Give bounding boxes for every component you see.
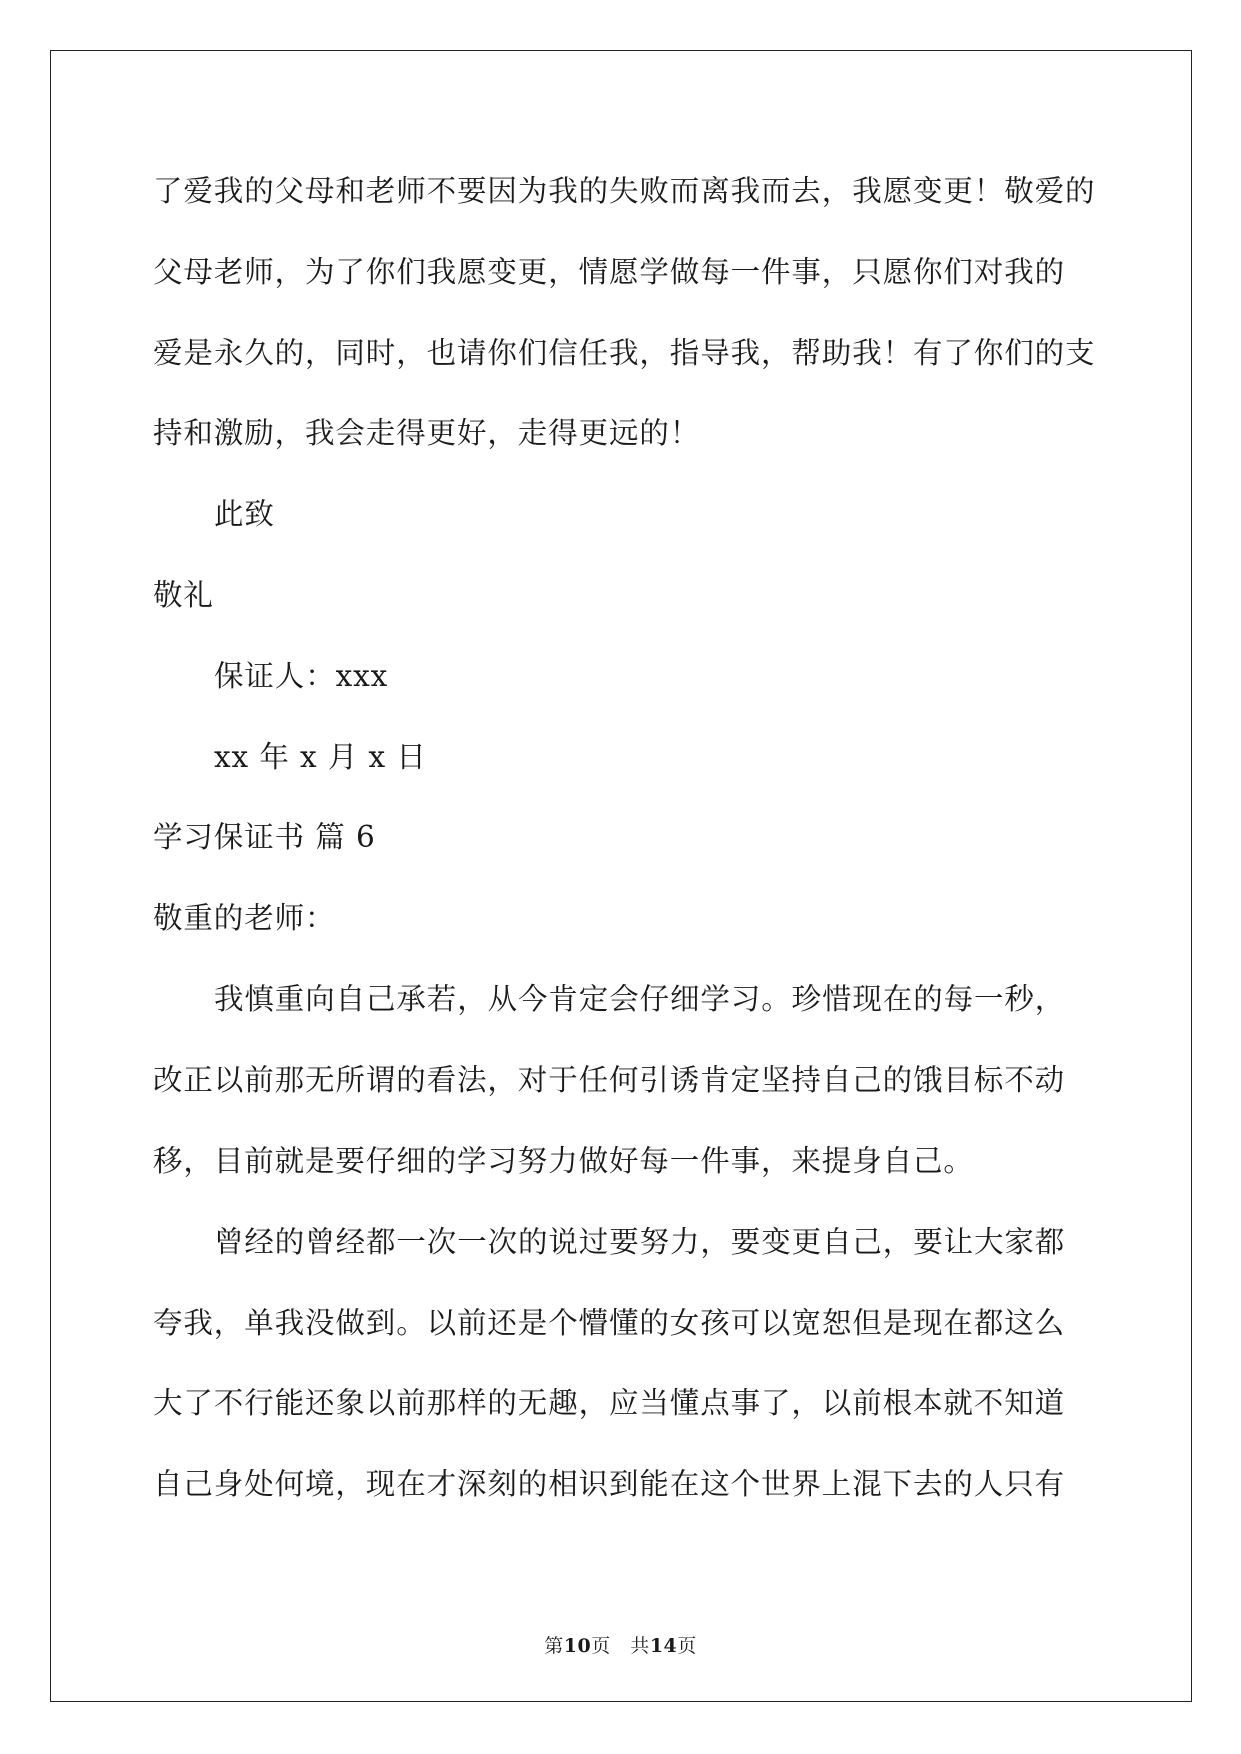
- closing-phrase: 此致: [214, 497, 275, 531]
- body-line: 父母老师，为了你们我愿变更，情愿学做每一件事，只愿你们对我的: [153, 255, 1066, 289]
- current-page-number: 10: [563, 1635, 592, 1657]
- date-line: xx 年 x 月 x 日: [214, 740, 427, 774]
- closing-salutation: 敬礼: [153, 578, 214, 612]
- body-line: 爱是永久的，同时，也请你们信任我，指导我，帮助我！有了你们的支: [153, 336, 1096, 370]
- body-line: 大了不行能还象以前那样的无趣，应当懂点事了，以前根本就不知道: [153, 1386, 1066, 1420]
- page-footer: [0, 1634, 1241, 1658]
- body-line: 夸我，单我没做到。以前还是个懵懂的女孩可以宽恕但是现在都这么: [153, 1306, 1066, 1340]
- body-line: 曾经的曾经都一次一次的说过要努力，要变更自己，要让大家都: [214, 1225, 1066, 1259]
- page-border: [50, 50, 1192, 1702]
- section-heading: 学习保证书 篇 6: [153, 820, 376, 854]
- footer-suffix: 页: [677, 1635, 697, 1657]
- letter-greeting: 敬重的老师：: [153, 901, 336, 935]
- body-line: 移，目前就是要仔细的学习努力做好每一件事，来提身自己。: [153, 1144, 974, 1178]
- guarantor-line: 保证人：xxx: [214, 659, 389, 693]
- body-line: 我慎重向自己承若，从今肯定会仔细学习。珍惜现在的每一秒，: [214, 982, 1066, 1016]
- body-line: 了爱我的父母和老师不要因为我的失败而离我而去，我愿变更！敬爱的: [153, 174, 1096, 208]
- footer-prefix: 第: [544, 1635, 564, 1657]
- body-line: 改正以前那无所谓的看法，对于任何引诱肯定坚持自己的饿目标不动: [153, 1063, 1066, 1097]
- footer-mid: 页 共: [591, 1635, 650, 1657]
- body-line: 自己身处何境，现在才深刻的相识到能在这个世界上混下去的人只有: [153, 1467, 1066, 1501]
- body-line: 持和激励，我会走得更好，走得更远的！: [153, 416, 701, 450]
- total-page-count: 14: [649, 1635, 678, 1657]
